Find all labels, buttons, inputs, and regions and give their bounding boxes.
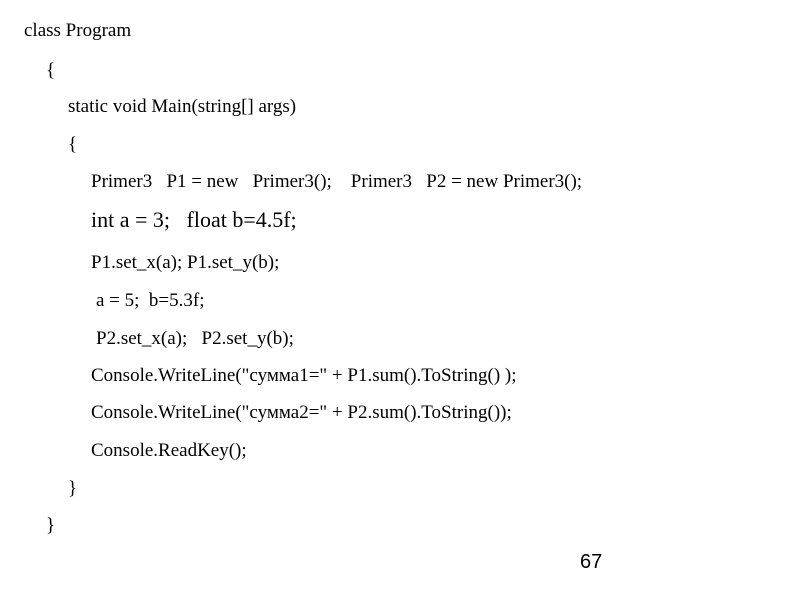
code-line-close-brace-class: } xyxy=(46,515,56,536)
code-line-main-decl: static void Main(string[] args) xyxy=(68,96,297,117)
slide-number: 67 xyxy=(580,551,603,573)
code-line-writeline-sum2: Console.WriteLine("сумма2=" + P2.sum().ToString()); xyxy=(91,402,512,423)
code-line-writeline-sum1: Console.WriteLine("сумма1=" + P1.sum().ToString() ); xyxy=(91,365,517,386)
code-line-object-creation: Primer3 P1 = new Primer3(); Primer3 P2 = new Primer3(); xyxy=(91,171,583,192)
code-line-p1-setters: P1.set_x(a); P1.set_y(b); xyxy=(91,252,280,273)
code-line-reassign: a = 5; b=5.3f; xyxy=(96,290,205,311)
code-line-open-brace-main: { xyxy=(68,134,78,155)
code-line-open-brace-class: { xyxy=(46,60,56,81)
code-line-variable-decl: int a = 3; float b=4.5f; xyxy=(91,207,297,232)
code-line-p2-setters: P2.set_x(a); P2.set_y(b); xyxy=(96,328,294,349)
code-line-class-decl: class Program xyxy=(24,20,132,41)
code-line-close-brace-main: } xyxy=(68,478,78,499)
code-line-readkey: Console.ReadKey(); xyxy=(91,440,247,461)
